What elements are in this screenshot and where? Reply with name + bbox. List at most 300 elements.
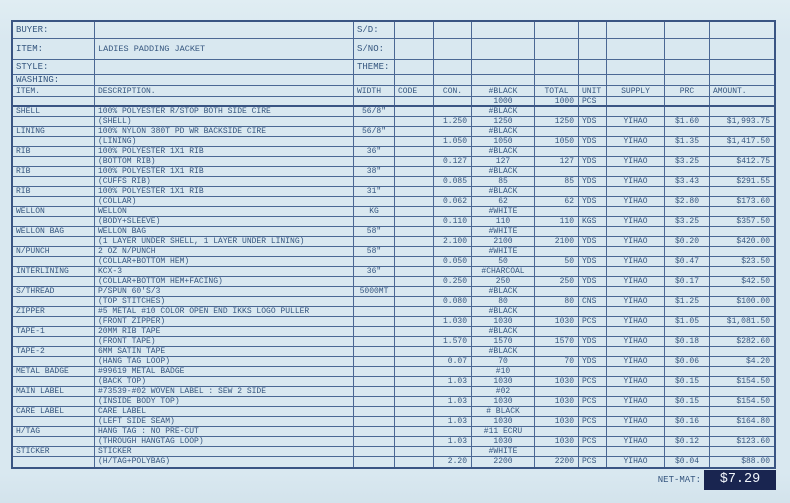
empty-cell <box>13 377 95 386</box>
empty-cell <box>607 287 665 296</box>
material-row <box>13 207 774 227</box>
item-colorway: #WHITE <box>472 207 535 216</box>
item-colorway: #BLACK <box>472 327 535 336</box>
empty-cell <box>579 227 607 236</box>
info-row <box>13 22 774 39</box>
item-amount: $100.00 <box>736 297 770 306</box>
item-total-qty: 250 <box>535 277 579 286</box>
empty-cell <box>579 147 607 156</box>
item-name: H/TAG <box>13 427 95 436</box>
item-supplier: YIHAO <box>607 437 665 446</box>
item-amount: $412.75 <box>736 157 770 166</box>
item-color-qty: 50 <box>472 257 535 266</box>
empty-cell <box>535 107 579 116</box>
item-color-qty: 1250 <box>472 117 535 126</box>
empty-cell <box>395 327 434 336</box>
item-total-qty: 50 <box>535 257 579 266</box>
empty-cell <box>395 97 434 105</box>
item-supplier: YIHAO <box>607 257 665 266</box>
item-width <box>354 307 395 316</box>
empty-cell <box>579 167 607 176</box>
item-consumption: 1.050 <box>434 137 472 146</box>
empty-cell <box>665 97 710 105</box>
empty-cell <box>434 167 472 176</box>
empty-cell <box>579 127 607 136</box>
empty-cell <box>395 207 434 216</box>
item-width: 56/8" <box>354 127 395 136</box>
item-color-qty: 1570 <box>472 337 535 346</box>
empty-cell <box>395 417 434 426</box>
item-unit: YDS <box>579 237 607 246</box>
item-supplier: YIHAO <box>607 357 665 366</box>
material-row-line1 <box>13 187 774 197</box>
empty-cell <box>395 60 434 74</box>
empty-cell <box>535 147 579 156</box>
material-row-line2 <box>13 297 774 307</box>
item-consumption: 1.03 <box>434 437 472 446</box>
empty-cell <box>579 327 607 336</box>
empty-cell <box>13 457 95 467</box>
empty-cell <box>710 60 774 74</box>
item-supplier: YIHAO <box>607 177 665 186</box>
item-amount: $164.80 <box>736 417 770 426</box>
item-placement-note: (FRONT ZIPPER) <box>95 317 354 326</box>
net-mat-label: NET-MAT: <box>657 474 701 485</box>
empty-cell <box>354 337 395 346</box>
empty-cell <box>395 247 434 256</box>
empty-cell <box>665 247 710 256</box>
material-row-line2 <box>13 317 774 327</box>
col-header-item: ITEM. <box>13 86 95 96</box>
empty-cell <box>395 107 434 116</box>
item-color-qty: 250 <box>472 277 535 286</box>
empty-cell <box>607 22 665 38</box>
material-row-line2 <box>13 397 774 407</box>
empty-cell <box>535 347 579 356</box>
empty-cell <box>710 127 774 136</box>
item-placement-note: (LEFT SIDE SEAM) <box>95 417 354 426</box>
item-color-qty: 1050 <box>472 137 535 146</box>
item-consumption: 0.050 <box>434 257 472 266</box>
item-amount: $4.20 <box>745 357 770 366</box>
empty-cell <box>434 207 472 216</box>
item-description: STICKER <box>95 447 354 456</box>
empty-cell <box>434 247 472 256</box>
item-colorway: # BLACK <box>472 407 535 416</box>
order-qty-black: 1000 <box>472 97 535 105</box>
empty-cell <box>535 427 579 436</box>
material-row <box>13 247 774 267</box>
empty-cell <box>395 117 434 126</box>
item-name: TAPE-2 <box>13 347 95 356</box>
empty-cell <box>434 97 472 105</box>
empty-cell <box>13 117 95 126</box>
item-unit: YDS <box>579 177 607 186</box>
empty-cell <box>665 407 710 416</box>
item-description: WELLON BAG <box>95 227 354 236</box>
item-width: KG <box>354 207 395 216</box>
empty-cell <box>354 197 395 206</box>
col-header-width: WIDTH <box>354 86 395 96</box>
empty-cell <box>434 227 472 236</box>
empty-cell <box>665 307 710 316</box>
item-amount: $154.50 <box>736 397 770 406</box>
empty-cell <box>395 387 434 396</box>
empty-cell <box>395 457 434 467</box>
empty-cell <box>535 327 579 336</box>
item-unit: CNS <box>579 297 607 306</box>
empty-cell <box>665 75 710 85</box>
empty-cell <box>607 267 665 276</box>
item-name: RIB <box>13 187 95 196</box>
material-row-line1 <box>13 387 774 397</box>
empty-cell <box>434 147 472 156</box>
item-unit: YDS <box>579 137 607 146</box>
item-consumption: 0.07 <box>434 357 472 366</box>
sheet-info-header <box>13 22 774 86</box>
item-consumption: 1.03 <box>434 417 472 426</box>
item-unit-price: $0.15 <box>665 397 710 406</box>
material-row-line1 <box>13 307 774 317</box>
empty-cell <box>607 407 665 416</box>
empty-cell <box>665 287 710 296</box>
info-row-label: WASHING: <box>13 75 95 85</box>
item-amount: $23.50 <box>741 257 770 266</box>
column-header-row <box>13 86 774 97</box>
empty-cell <box>434 22 472 38</box>
empty-cell <box>607 107 665 116</box>
net-mat-value: $7.29 <box>704 470 776 490</box>
empty-cell <box>395 157 434 166</box>
item-color-qty: 1030 <box>472 397 535 406</box>
material-row-line2 <box>13 177 774 187</box>
empty-cell <box>13 297 95 306</box>
info-row-label: BUYER: <box>13 22 95 38</box>
col-header-con: CON. <box>434 86 472 96</box>
empty-cell <box>607 207 665 216</box>
item-consumption: 1.03 <box>434 397 472 406</box>
material-row-line2 <box>13 237 774 247</box>
empty-cell <box>607 427 665 436</box>
item-consumption: 1.03 <box>434 377 472 386</box>
empty-cell <box>579 407 607 416</box>
empty-cell <box>710 97 774 105</box>
empty-cell <box>395 347 434 356</box>
item-amount: $420.00 <box>736 237 770 246</box>
item-supplier: YIHAO <box>607 217 665 226</box>
item-amount: $1,081.50 <box>726 317 770 326</box>
empty-cell <box>395 287 434 296</box>
material-row <box>13 107 774 127</box>
info-row-right-label: THEME: <box>354 60 395 74</box>
empty-cell <box>710 347 774 356</box>
item-unit: PCS <box>579 417 607 426</box>
item-amount: $173.60 <box>736 197 770 206</box>
empty-cell <box>354 297 395 306</box>
empty-cell <box>665 147 710 156</box>
empty-cell <box>13 337 95 346</box>
item-unit: YDS <box>579 117 607 126</box>
material-row <box>13 227 774 247</box>
item-amount: $291.55 <box>736 177 770 186</box>
item-unit-price: $0.16 <box>665 417 710 426</box>
material-row <box>13 127 774 147</box>
info-row-right-label: S/D: <box>354 22 395 38</box>
material-row-line1 <box>13 147 774 157</box>
empty-cell <box>607 167 665 176</box>
empty-cell <box>579 75 607 85</box>
item-width: 5000MT <box>354 287 395 296</box>
empty-cell <box>395 377 434 386</box>
material-row-line1 <box>13 127 774 137</box>
material-row-line1 <box>13 207 774 217</box>
item-name: METAL BADGE <box>13 367 95 376</box>
empty-cell <box>710 22 774 38</box>
item-color-qty: 127 <box>472 157 535 166</box>
item-unit-price: $0.06 <box>665 357 710 366</box>
item-colorway: #BLACK <box>472 347 535 356</box>
net-mat-row <box>11 469 776 490</box>
empty-cell <box>535 387 579 396</box>
item-consumption: 1.030 <box>434 317 472 326</box>
item-supplier: YIHAO <box>607 417 665 426</box>
empty-cell <box>354 437 395 446</box>
item-total-qty: 1250 <box>535 117 579 126</box>
item-amount: $154.50 <box>736 377 770 386</box>
material-row <box>13 407 774 427</box>
empty-cell <box>395 317 434 326</box>
item-unit-price: $0.18 <box>665 337 710 346</box>
item-name: MAIN LABEL <box>13 387 95 396</box>
item-total-qty: 70 <box>535 357 579 366</box>
item-name: SHELL <box>13 107 95 116</box>
empty-cell <box>607 187 665 196</box>
material-row-line2 <box>13 157 774 167</box>
empty-cell <box>395 127 434 136</box>
item-name: WELLON <box>13 207 95 216</box>
item-name: ZIPPER <box>13 307 95 316</box>
empty-cell <box>535 367 579 376</box>
item-supplier: YIHAO <box>607 197 665 206</box>
item-placement-note: (HANG TAG LOOP) <box>95 357 354 366</box>
empty-cell <box>354 177 395 186</box>
item-description: 100% POLYESTER 1X1 RIB <box>95 167 354 176</box>
item-description: 100% POLYESTER 1X1 RIB <box>95 187 354 196</box>
item-amount: $88.00 <box>741 457 770 466</box>
empty-cell <box>354 97 395 105</box>
empty-cell <box>434 75 472 85</box>
item-total-qty: 85 <box>535 177 579 186</box>
item-supplier: YIHAO <box>607 397 665 406</box>
col-header-code: CODE <box>395 86 434 96</box>
item-description: 100% POLYESTER 1X1 RIB <box>95 147 354 156</box>
item-width: 58" <box>354 227 395 236</box>
item-color-qty: 1030 <box>472 317 535 326</box>
empty-cell <box>395 197 434 206</box>
empty-cell <box>535 247 579 256</box>
empty-cell <box>434 187 472 196</box>
item-supplier: YIHAO <box>607 117 665 126</box>
item-unit-price: $3.25 <box>665 217 710 226</box>
material-row-line2 <box>13 277 774 287</box>
empty-cell <box>434 407 472 416</box>
material-row <box>13 167 774 187</box>
info-row-label: ITEM: <box>13 39 95 59</box>
item-placement-note: (COLLAR+BOTTOM HEM) <box>95 257 354 266</box>
empty-cell <box>665 107 710 116</box>
item-name: RIB <box>13 147 95 156</box>
empty-cell <box>579 427 607 436</box>
empty-cell <box>13 217 95 226</box>
item-consumption: 2.20 <box>434 457 472 467</box>
item-colorway: #10 <box>472 367 535 376</box>
info-row <box>13 39 774 60</box>
cost-sheet-table <box>11 20 776 469</box>
item-supplier: YIHAO <box>607 297 665 306</box>
material-row-line1 <box>13 287 774 297</box>
empty-cell <box>395 257 434 266</box>
empty-cell <box>95 97 354 105</box>
empty-cell <box>434 107 472 116</box>
item-unit: KGS <box>579 217 607 226</box>
empty-cell <box>13 437 95 446</box>
empty-cell <box>607 97 665 105</box>
item-supplier: YIHAO <box>607 157 665 166</box>
material-row-line1 <box>13 327 774 337</box>
item-unit-price: $2.80 <box>665 197 710 206</box>
empty-cell <box>607 347 665 356</box>
material-row <box>13 387 774 407</box>
item-colorway: #BLACK <box>472 147 535 156</box>
item-width <box>354 327 395 336</box>
item-unit: YDS <box>579 197 607 206</box>
item-description: 100% POLYESTER R/STOP BOTH SIDE CIRE <box>95 107 354 116</box>
item-placement-note: (SHELL) <box>95 117 354 126</box>
empty-cell <box>354 397 395 406</box>
empty-cell <box>579 307 607 316</box>
item-name: INTERLINING <box>13 267 95 276</box>
material-row <box>13 147 774 167</box>
material-row <box>13 187 774 207</box>
material-row-line2 <box>13 357 774 367</box>
empty-cell <box>710 307 774 316</box>
empty-cell <box>607 147 665 156</box>
material-row <box>13 347 774 367</box>
empty-cell <box>395 277 434 286</box>
item-unit: YDS <box>579 357 607 366</box>
empty-cell <box>710 367 774 376</box>
empty-cell <box>395 367 434 376</box>
empty-cell <box>535 127 579 136</box>
material-row-line1 <box>13 107 774 117</box>
empty-cell <box>535 287 579 296</box>
item-color-qty: 110 <box>472 217 535 226</box>
empty-cell <box>354 217 395 226</box>
empty-cell <box>607 327 665 336</box>
info-row-value: LADIES PADDING JACKET <box>95 39 354 59</box>
empty-cell <box>354 317 395 326</box>
item-color-qty: 2200 <box>472 457 535 467</box>
empty-cell <box>710 227 774 236</box>
item-color-qty: 62 <box>472 197 535 206</box>
item-placement-note: (THROUGH HANGTAG LOOP) <box>95 437 354 446</box>
empty-cell <box>710 267 774 276</box>
item-placement-note: (BODY+SLEEVE) <box>95 217 354 226</box>
empty-cell <box>535 39 579 59</box>
item-unit: PCS <box>579 377 607 386</box>
item-unit: PCS <box>579 397 607 406</box>
item-consumption: 2.100 <box>434 237 472 246</box>
item-supplier: YIHAO <box>607 377 665 386</box>
info-row <box>13 60 774 75</box>
item-color-qty: 80 <box>472 297 535 306</box>
empty-cell <box>535 167 579 176</box>
item-unit: YDS <box>579 277 607 286</box>
item-placement-note: (1 LAYER UNDER SHELL, 1 LAYER UNDER LINING) <box>95 237 354 246</box>
item-width: 58" <box>354 247 395 256</box>
empty-cell <box>395 147 434 156</box>
material-row-line1 <box>13 247 774 257</box>
empty-cell <box>13 417 95 426</box>
item-placement-note: (COLLAR+BOTTOM HEM+FACING) <box>95 277 354 286</box>
item-colorway: #WHITE <box>472 227 535 236</box>
item-name: N/PUNCH <box>13 247 95 256</box>
item-amount: $42.50 <box>741 277 770 286</box>
item-unit: PCS <box>579 317 607 326</box>
empty-cell <box>607 127 665 136</box>
material-row <box>13 367 774 387</box>
empty-cell <box>434 39 472 59</box>
empty-cell <box>665 367 710 376</box>
item-colorway: #BLACK <box>472 107 535 116</box>
empty-cell <box>710 447 774 456</box>
item-name: TAPE-1 <box>13 327 95 336</box>
col-header-description: DESCRIPTION. <box>95 86 354 96</box>
item-description: P/SPUN 60'S/3 <box>95 287 354 296</box>
item-total-qty: 1030 <box>535 417 579 426</box>
empty-cell <box>579 187 607 196</box>
empty-cell <box>354 417 395 426</box>
item-description: 2 OZ N/PUNCH <box>95 247 354 256</box>
empty-cell <box>665 327 710 336</box>
item-colorway: #BLACK <box>472 287 535 296</box>
item-color-qty: 1030 <box>472 417 535 426</box>
empty-cell <box>395 437 434 446</box>
materials-body <box>13 107 774 467</box>
empty-cell <box>13 237 95 246</box>
col-header-unit: UNIT <box>579 86 607 96</box>
item-placement-note: (LINING) <box>95 137 354 146</box>
empty-cell <box>607 60 665 74</box>
item-name: CARE LABEL <box>13 407 95 416</box>
empty-cell <box>13 397 95 406</box>
item-consumption: 0.085 <box>434 177 472 186</box>
material-row-line1 <box>13 347 774 357</box>
info-row-value <box>95 60 354 74</box>
item-total-qty: 1030 <box>535 397 579 406</box>
item-consumption: 0.062 <box>434 197 472 206</box>
empty-cell <box>710 247 774 256</box>
item-total-qty: 1030 <box>535 317 579 326</box>
empty-cell <box>665 227 710 236</box>
item-colorway: #BLACK <box>472 307 535 316</box>
empty-cell <box>472 22 535 38</box>
empty-cell <box>354 277 395 286</box>
material-row-line1 <box>13 227 774 237</box>
empty-cell <box>395 187 434 196</box>
empty-cell <box>395 237 434 246</box>
empty-cell <box>579 287 607 296</box>
